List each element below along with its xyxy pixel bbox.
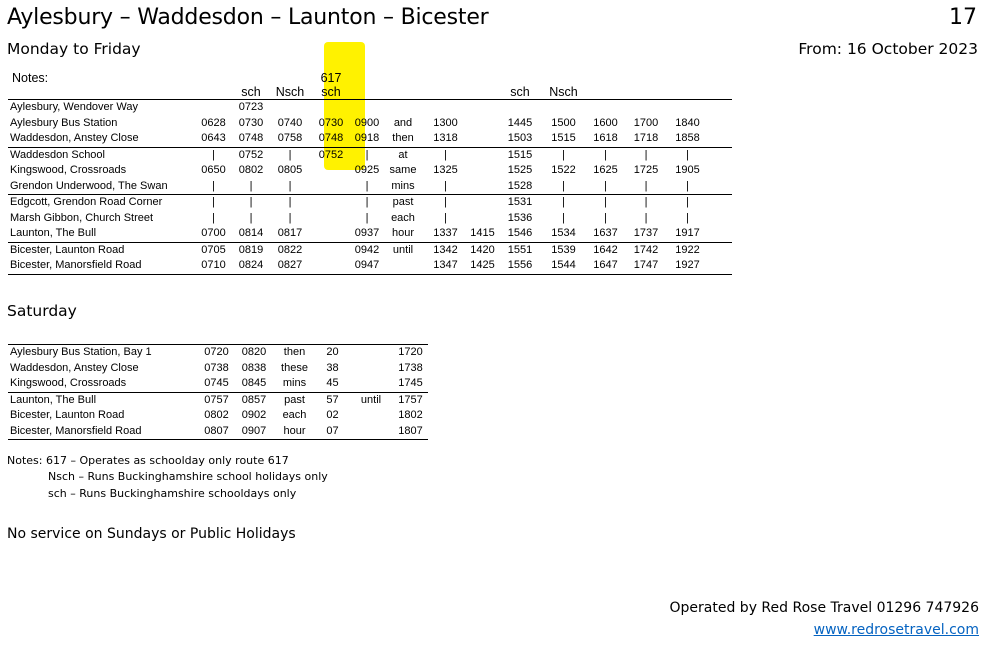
operator-text: Operated by Red Rose Travel 01296 747926: [669, 600, 979, 616]
time-cell: [709, 179, 732, 195]
time-cell: 1802: [398, 409, 423, 422]
time-cell: 1700: [633, 116, 659, 129]
time-cell: 45: [316, 376, 349, 392]
time-cell: 0822: [277, 243, 303, 256]
no-service-notice: No service on Sundays or Public Holidays: [7, 526, 296, 542]
time-cell: 1637: [585, 226, 626, 242]
time-cell: 1556: [498, 258, 542, 274]
timetable-row: [8, 131, 732, 147]
time-cell: 1718: [626, 131, 666, 147]
time-cell: 1445: [507, 116, 533, 129]
effective-date: From: 16 October 2023: [798, 40, 978, 58]
time-cell: 0824: [232, 258, 270, 274]
time-cell: |: [644, 196, 648, 209]
time-cell: 1347: [424, 258, 467, 274]
time-cell: then: [283, 346, 306, 359]
time-cell: 0802: [238, 164, 264, 177]
time-cell: mins: [382, 179, 424, 195]
time-cell: |: [604, 211, 607, 224]
time-cell: 0817: [270, 226, 310, 242]
time-cell: 1536: [507, 211, 533, 224]
time-cell: |: [365, 148, 369, 161]
time-cell: until: [360, 393, 382, 406]
time-cell: [709, 258, 732, 274]
route-number-cell: [666, 71, 709, 85]
time-cell: |: [365, 211, 369, 224]
time-cell: [352, 100, 382, 116]
time-cell: 1738: [398, 361, 423, 374]
time-cell: [467, 100, 498, 116]
time-cell: |: [686, 148, 689, 161]
journey-note: sch: [232, 85, 270, 100]
timetable-row: [8, 195, 732, 211]
time-cell: 0902: [241, 409, 267, 422]
time-cell: past: [392, 196, 414, 209]
time-cell: 1600: [593, 116, 618, 129]
time-cell: |: [562, 211, 565, 224]
time-cell: 02: [326, 409, 339, 422]
time-cell: 1342: [433, 243, 458, 256]
route-number-cell: 617: [320, 71, 342, 85]
time-cell: 1922: [675, 243, 700, 256]
journey-note: Nsch: [542, 85, 585, 100]
route-number-cell: [424, 71, 467, 85]
saturday-row: [8, 408, 428, 424]
time-cell: 0740: [277, 116, 303, 129]
time-cell: 07: [316, 424, 349, 440]
time-cell: 1528: [498, 179, 542, 195]
time-cell: 0820: [241, 346, 267, 359]
time-cell: [709, 195, 732, 211]
time-cell: 0857: [241, 393, 267, 406]
time-cell: 1337: [424, 226, 467, 242]
weekday-timetable: [8, 71, 732, 275]
stop-name: Launton, The Bull: [10, 393, 97, 406]
time-cell: |: [288, 148, 292, 161]
time-cell: [310, 179, 352, 195]
time-cell: |: [686, 196, 689, 209]
note-nsch: Nsch – Runs Buckinghamshire school holidays only: [48, 470, 328, 484]
time-cell: 0807: [198, 424, 235, 440]
time-cell: 0802: [204, 409, 229, 422]
time-cell: 1300: [433, 116, 458, 129]
time-cell: [709, 242, 732, 258]
time-cell: |: [604, 148, 607, 161]
time-cell: same: [389, 164, 417, 177]
time-cell: 1917: [666, 226, 709, 242]
time-cell: |: [562, 196, 565, 209]
time-cell: 0752: [318, 148, 344, 161]
route-number-row: [8, 71, 732, 85]
stop-name: Bicester, Manorsfield Road: [8, 424, 198, 440]
time-cell: [467, 163, 498, 179]
saturday-row: [8, 392, 428, 408]
route-number-cell: [382, 71, 424, 85]
time-cell: 0730: [238, 116, 264, 129]
timetable-row: [8, 258, 732, 274]
notes-row: [8, 85, 732, 100]
time-cell: [195, 100, 232, 116]
time-cell: 1647: [585, 258, 626, 274]
journey-note: [195, 85, 232, 100]
time-cell: |: [195, 179, 232, 195]
route-number-cell: [585, 71, 626, 85]
route-number-cell: [232, 71, 270, 85]
time-cell: |: [542, 179, 585, 195]
time-cell: |: [666, 179, 709, 195]
journey-note: [709, 85, 732, 100]
time-cell: 1515: [542, 131, 585, 147]
time-cell: [310, 226, 352, 242]
operator-info: [670, 597, 979, 641]
time-cell: 0942: [354, 243, 380, 256]
time-cell: 0752: [238, 148, 264, 161]
time-cell: |: [444, 196, 447, 209]
stop-name: Waddesdon, Anstey Close: [10, 361, 139, 374]
saturday-heading: Saturday: [7, 302, 77, 320]
time-cell: 0937: [352, 226, 382, 242]
saturday-row: [8, 424, 428, 440]
time-cell: [310, 195, 352, 211]
time-cell: 1544: [542, 258, 585, 274]
time-cell: [709, 147, 732, 163]
route-number-cell: [352, 71, 382, 85]
route-number-cell: [626, 71, 666, 85]
time-cell: 1737: [626, 226, 666, 242]
time-cell: [709, 116, 732, 132]
time-cell: 0730: [318, 116, 344, 129]
route-number: 17: [949, 5, 977, 30]
time-cell: 0805: [277, 164, 303, 177]
note-617: Notes: 617 – Operates as schoolday only route 617: [7, 454, 289, 467]
time-cell: 1618: [585, 131, 626, 147]
time-cell: hour: [382, 226, 424, 242]
time-cell: 0918: [352, 131, 382, 147]
time-cell: [467, 147, 498, 163]
page-title: Aylesbury – Waddesdon – Launton – Bicester: [7, 5, 489, 30]
time-cell: 0925: [354, 164, 380, 177]
journey-note: [352, 85, 382, 100]
route-number-cell: [467, 71, 498, 85]
time-cell: 1742: [633, 243, 659, 256]
time-cell: |: [249, 211, 253, 224]
time-cell: |: [249, 196, 253, 209]
time-cell: |: [212, 148, 215, 161]
time-cell: [542, 100, 585, 116]
time-cell: [709, 100, 732, 116]
time-cell: [382, 258, 424, 274]
timetable-row: [8, 163, 732, 179]
operator-website-link[interactable]: www.redrosetravel.com: [813, 622, 979, 638]
saturday-row: [8, 345, 428, 361]
time-cell: [467, 131, 498, 147]
time-cell: hour: [273, 424, 316, 440]
time-cell: 1905: [675, 164, 700, 177]
time-cell: [498, 100, 542, 116]
time-cell: |: [288, 196, 292, 209]
time-cell: [709, 163, 732, 179]
time-cell: |: [288, 211, 292, 224]
time-cell: 38: [326, 361, 339, 374]
time-cell: |: [626, 179, 666, 195]
notes-section: [7, 453, 328, 502]
time-cell: 0710: [195, 258, 232, 274]
time-cell: [709, 131, 732, 147]
time-cell: |: [562, 148, 565, 161]
days-label: Monday to Friday: [7, 40, 141, 58]
stop-name: Aylesbury Bus Station: [10, 116, 118, 129]
time-cell: 1503: [498, 131, 542, 147]
timetable-row: [8, 179, 732, 195]
time-cell: 0700: [195, 226, 232, 242]
time-cell: 0720: [204, 346, 229, 359]
time-cell: |: [444, 211, 447, 224]
time-cell: 1500: [551, 116, 576, 129]
time-cell: 1546: [498, 226, 542, 242]
time-cell: [709, 226, 732, 242]
time-cell: [349, 345, 393, 361]
notes-spacer: [8, 85, 195, 100]
stop-name: Grendon Underwood, The Swan: [8, 179, 195, 195]
timetable-row: [8, 116, 732, 132]
time-cell: [709, 211, 732, 227]
journey-note: Nsch: [270, 85, 310, 100]
time-cell: [424, 100, 467, 116]
time-cell: [310, 163, 352, 179]
journey-note: [467, 85, 498, 100]
time-cell: |: [444, 148, 447, 161]
timetable-row: [8, 242, 732, 258]
time-cell: 0723: [238, 101, 264, 114]
time-cell: [585, 100, 626, 116]
time-cell: |: [352, 179, 382, 195]
stop-name: Kingswood, Crossroads: [8, 376, 198, 392]
notes-label: Notes:: [12, 71, 49, 85]
time-cell: |: [686, 211, 689, 224]
time-cell: |: [585, 179, 626, 195]
stop-name: Launton, The Bull: [8, 226, 195, 242]
time-cell: 1745: [393, 376, 428, 392]
stop-name: Bicester, Manorsfield Road: [8, 258, 195, 274]
time-cell: 1525: [507, 164, 533, 177]
time-cell: 1642: [593, 243, 618, 256]
timetable-row: [8, 147, 732, 163]
time-cell: [467, 195, 498, 211]
stop-name: Edgcott, Grendon Road Corner: [10, 196, 163, 209]
time-cell: mins: [273, 376, 316, 392]
stop-name: Aylesbury Bus Station, Bay 1: [10, 346, 152, 359]
time-cell: 1325: [433, 164, 458, 177]
time-cell: 1425: [467, 258, 498, 274]
time-cell: 1725: [633, 164, 659, 177]
time-cell: 0827: [270, 258, 310, 274]
journey-note: sch: [310, 85, 352, 100]
time-cell: [382, 100, 424, 116]
time-cell: |: [644, 211, 648, 224]
time-cell: 0643: [195, 131, 232, 147]
route-number-cell: [709, 71, 732, 85]
time-cell: 1927: [666, 258, 709, 274]
time-cell: 1515: [507, 148, 533, 161]
time-cell: [349, 424, 393, 440]
time-cell: 1720: [398, 346, 423, 359]
route-number-cell: [498, 71, 542, 85]
time-cell: [310, 258, 352, 274]
time-cell: 0757: [204, 393, 229, 406]
route-number-cell: [195, 71, 232, 85]
journey-note: [424, 85, 467, 100]
stop-name: Waddesdon School: [10, 148, 105, 161]
time-cell: at: [398, 148, 408, 161]
journey-note: sch: [498, 85, 542, 100]
route-number-cell: [270, 71, 310, 85]
time-cell: 0845: [235, 376, 273, 392]
note-sch: sch – Runs Buckinghamshire schooldays only: [48, 486, 297, 500]
time-cell: |: [424, 179, 467, 195]
journey-note: [626, 85, 666, 100]
time-cell: 1522: [551, 164, 576, 177]
time-cell: [310, 242, 352, 258]
time-cell: 1420: [470, 243, 495, 256]
time-cell: 20: [326, 346, 339, 359]
time-cell: each: [282, 409, 307, 422]
time-cell: 1318: [424, 131, 467, 147]
time-cell: |: [232, 179, 270, 195]
time-cell: [666, 100, 709, 116]
time-cell: |: [365, 196, 369, 209]
time-cell: 0748: [310, 131, 352, 147]
time-cell: 1534: [542, 226, 585, 242]
timetable-row: [8, 211, 732, 227]
time-cell: 1551: [507, 243, 533, 256]
time-cell: 0814: [232, 226, 270, 242]
time-cell: 1807: [393, 424, 428, 440]
stop-name: Kingswood, Crossroads: [10, 164, 127, 177]
time-cell: [626, 100, 666, 116]
time-cell: 1757: [398, 393, 423, 406]
time-cell: 1747: [626, 258, 666, 274]
time-cell: 0907: [235, 424, 273, 440]
time-cell: past: [284, 393, 305, 406]
route-number-cell: [542, 71, 585, 85]
time-cell: 0758: [270, 131, 310, 147]
time-cell: |: [212, 211, 215, 224]
stop-name: Bicester, Launton Road: [10, 243, 125, 256]
stop-name: Aylesbury, Wendover Way: [10, 101, 138, 114]
time-cell: 0748: [232, 131, 270, 147]
timetable-row: [8, 100, 732, 116]
time-cell: |: [212, 196, 215, 209]
time-cell: 1531: [507, 196, 533, 209]
time-cell: and: [393, 116, 413, 129]
time-cell: 0628: [201, 116, 226, 129]
saturday-row: [8, 361, 428, 377]
time-cell: 1858: [666, 131, 709, 147]
time-cell: 0705: [201, 243, 226, 256]
time-cell: 0650: [201, 164, 226, 177]
stop-name: Marsh Gibbon, Church Street: [10, 211, 154, 224]
journey-note: [666, 85, 709, 100]
time-cell: |: [270, 179, 310, 195]
time-cell: [467, 116, 498, 132]
time-cell: [270, 100, 310, 116]
time-cell: 1415: [467, 226, 498, 242]
time-cell: [349, 408, 393, 424]
time-cell: until: [392, 243, 414, 256]
journey-note: [382, 85, 424, 100]
time-cell: 0838: [241, 361, 267, 374]
time-cell: [310, 100, 352, 116]
time-cell: 0738: [204, 361, 229, 374]
time-cell: |: [604, 196, 607, 209]
journey-note: [585, 85, 626, 100]
time-cell: 1539: [551, 243, 576, 256]
time-cell: then: [382, 131, 424, 147]
time-cell: 0900: [354, 116, 380, 129]
saturday-row: [8, 376, 428, 392]
time-cell: [467, 211, 498, 227]
time-cell: [349, 376, 393, 392]
time-cell: each: [391, 211, 415, 224]
time-cell: 1840: [675, 116, 700, 129]
time-cell: 0819: [238, 243, 264, 256]
time-cell: [310, 211, 352, 227]
time-cell: 0947: [352, 258, 382, 274]
time-cell: [467, 179, 498, 195]
timetable-row: [8, 226, 732, 242]
time-cell: 0745: [198, 376, 235, 392]
time-cell: [349, 361, 393, 377]
stop-name: Bicester, Launton Road: [10, 409, 125, 422]
saturday-timetable: [8, 344, 428, 440]
time-cell: 1625: [593, 164, 618, 177]
time-cell: |: [644, 148, 648, 161]
time-cell: these: [281, 361, 308, 374]
time-cell: 57: [326, 393, 339, 406]
stop-name: Waddesdon, Anstey Close: [8, 131, 195, 147]
